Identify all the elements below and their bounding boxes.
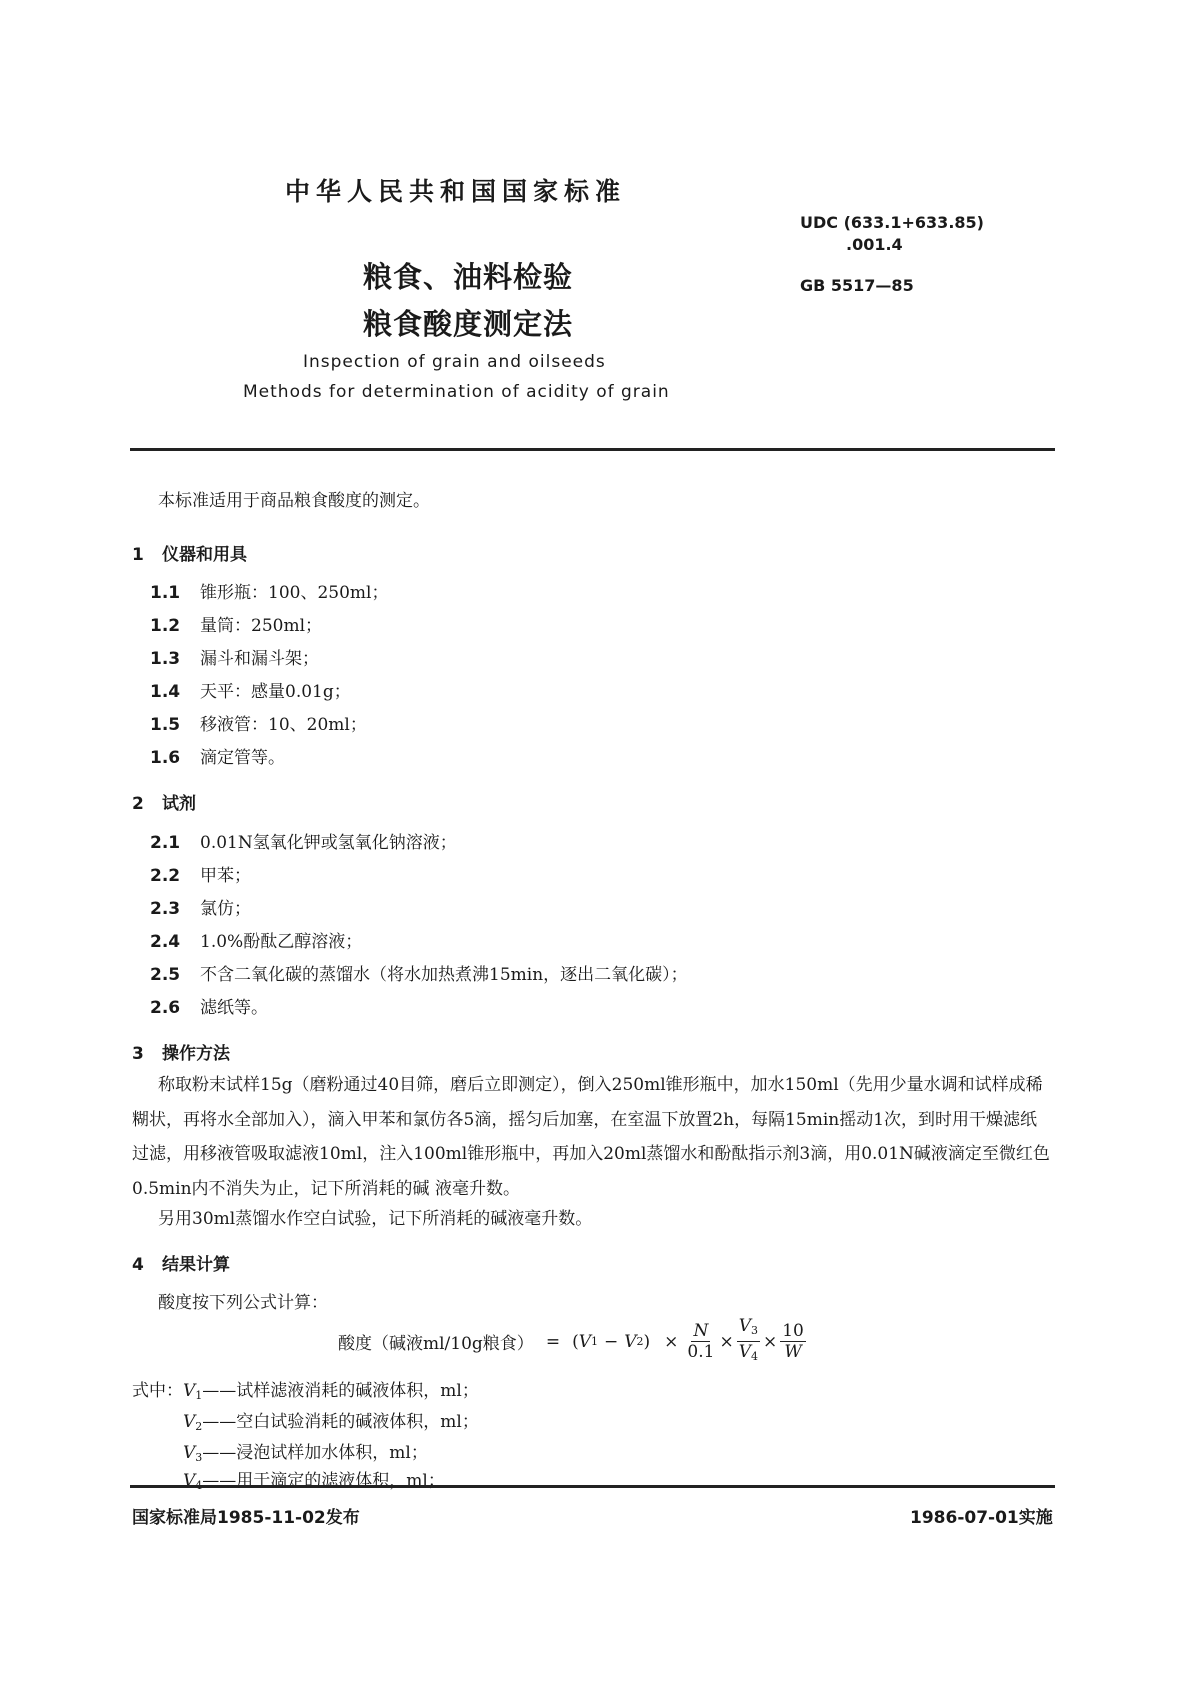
section-number: 3 [132, 1044, 144, 1064]
title-cn-line-2: 粮食酸度测定法 [363, 307, 574, 341]
item-text: 漏斗和漏斗架； [200, 649, 319, 669]
item-number: 2.6 [150, 998, 181, 1018]
fraction-10-numerator: 10 [782, 1321, 804, 1341]
variable-text: ——用于滴定的滤液体积，ml； [202, 1471, 445, 1491]
title-en-line-1: Inspection of grain and oilseeds [303, 352, 606, 372]
fraction-n-denominator: 0.1 [687, 1342, 715, 1362]
formula-lhs: 酸度（碱液ml/10g粮食） [338, 1334, 534, 1354]
where-label: 式中： [132, 1381, 183, 1401]
list-item [150, 828, 457, 853]
item-number: 1.3 [150, 649, 181, 669]
item-number: 2.2 [150, 866, 181, 886]
variable-symbol: V [183, 1443, 196, 1463]
section-number: 4 [132, 1255, 144, 1275]
item-number: 2.4 [150, 932, 181, 952]
variable-symbol: V [183, 1471, 196, 1491]
effective-date: 1986-07-01实施 [910, 1508, 1053, 1528]
udc-code [800, 212, 984, 256]
section-number: 2 [132, 794, 144, 814]
item-text: 量筒：250ml； [200, 616, 323, 636]
section-title: 仪器和用具 [162, 545, 247, 565]
formula-minus: − [603, 1331, 619, 1352]
list-item [150, 894, 251, 919]
section-title: 结果计算 [162, 1255, 230, 1275]
list-item [150, 743, 285, 768]
section-title: 试剂 [162, 794, 196, 814]
variable-symbol: V [183, 1381, 196, 1401]
item-text: 不含二氧化碳的蒸馏水（将水加热煮沸15min，逐出二氧化碳）； [200, 965, 688, 985]
item-text: 氯仿； [200, 899, 251, 919]
formula-v1: V [578, 1331, 591, 1352]
formula-paren-open: ( [572, 1331, 579, 1352]
fraction-n-numerator: N [693, 1321, 709, 1341]
item-text: 滤纸等。 [200, 998, 268, 1018]
procedure-paragraph [132, 1068, 1054, 1206]
issuing-country-standard: 中华人民共和国国家标准 [285, 177, 627, 206]
formula-times: × [664, 1331, 679, 1352]
procedure-text: 称取粉末试样15g（磨粉通过40目筛，磨后立即测定），倒入250ml锥形瓶中，加水150ml（先用少量水调和试样成稀糊状，再将水全部加入），滴入甲苯和氯仿各5滴，摇匀后加塞，在室温下放置2h，每隔15min摇动1次，到时用干燥滤纸过滤，用移液管吸取滤液10ml，注入100ml锥形瓶中，再加入20ml蒸馏水和酚酞指示剂3滴，用0.01N碱液滴定至微红色0.5min内不消失为止，记下所消耗的碱 液毫升数。 [132, 1075, 1050, 1199]
variable-text: ——空白试验消耗的碱液体积，ml； [202, 1412, 479, 1432]
list-item [150, 578, 388, 603]
item-number: 1.5 [150, 715, 181, 735]
list-item [150, 677, 351, 702]
item-number: 2.3 [150, 899, 181, 919]
udc-line-1: UDC (633.1+633.85) [800, 213, 984, 232]
section-heading [132, 1250, 230, 1275]
udc-line-2: .001.4 [846, 235, 903, 254]
fraction-n [685, 1321, 716, 1362]
title-en-line-2: Methods for determination of acidity of grain [243, 382, 670, 402]
title-cn-line-1: 粮食、油料检验 [363, 260, 574, 294]
variable-text: ——试样滤液消耗的碱液体积，ml； [202, 1381, 479, 1401]
header-rule [130, 448, 1055, 451]
item-number: 1.6 [150, 748, 181, 768]
scope-statement: 本标准适用于商品粮食酸度的测定。 [158, 491, 430, 511]
fraction-v3-numerator: $V_3$ [737, 1316, 760, 1342]
formula-times: × [762, 1331, 778, 1352]
formula-equals: = [545, 1331, 561, 1352]
formula-times: × [719, 1331, 734, 1352]
list-item [150, 993, 268, 1018]
standard-number: GB 5517—85 [800, 276, 914, 295]
variable-symbol: V [183, 1412, 196, 1432]
acidity-formula [338, 1316, 809, 1367]
variable-text: ——浸泡试样加水体积，ml； [202, 1443, 428, 1463]
item-text: 0.01N氢氧化钾或氢氧化钠溶液； [200, 833, 457, 853]
formula-v2: V [624, 1331, 637, 1352]
item-number: 1.4 [150, 682, 181, 702]
item-number: 2.5 [150, 965, 181, 985]
fraction-10-w [780, 1321, 806, 1362]
list-item [150, 644, 319, 669]
section-heading [132, 1039, 230, 1064]
formula-paren-close: ) [643, 1331, 651, 1352]
item-text: 天平：感量0.01g； [200, 682, 351, 702]
variable-definition: $V_3——$浸泡试样加水体积，ml； [183, 1443, 428, 1464]
list-item [150, 611, 322, 636]
formula-v2-sub: 2 [636, 1335, 644, 1348]
item-text: 1.0%酚酞乙醇溶液； [200, 932, 363, 952]
footer-rule [130, 1485, 1055, 1488]
list-item [150, 927, 362, 952]
variable-definition: 式中：$V_1——$试样滤液消耗的碱液体积，ml； [132, 1381, 479, 1402]
item-text: 甲苯； [200, 866, 251, 886]
fraction-v4-denominator: $V_4$ [738, 1342, 758, 1363]
list-item [150, 960, 688, 985]
section-number: 1 [132, 545, 144, 565]
item-number: 1.1 [150, 583, 181, 603]
fraction-w-denominator: W [784, 1342, 802, 1362]
formula-lead: 酸度按下列公式计算： [158, 1293, 328, 1313]
item-number: 2.1 [150, 833, 181, 853]
section-title: 操作方法 [162, 1044, 230, 1064]
item-text: 移液管：10、20ml； [200, 715, 367, 735]
formula-v1-sub: 1 [590, 1335, 598, 1348]
issue-date: 国家标准局1985-11-02发布 [132, 1508, 360, 1528]
item-number: 1.2 [150, 616, 181, 636]
section-heading [132, 789, 196, 814]
item-text: 锥形瓶：100、250ml； [200, 583, 389, 603]
blank-test-paragraph: 另用30ml蒸馏水作空白试验，记下所消耗的碱液毫升数。 [158, 1209, 593, 1229]
variable-definition: $V_2——$空白试验消耗的碱液体积，ml； [183, 1412, 479, 1433]
list-item [150, 710, 367, 735]
section-heading [132, 540, 247, 565]
fraction-v3-v4 [737, 1316, 760, 1367]
variable-definition: $V_4——$用于滴定的滤液体积，ml； [183, 1471, 445, 1492]
list-item [150, 861, 251, 886]
item-text: 滴定管等。 [200, 748, 285, 768]
